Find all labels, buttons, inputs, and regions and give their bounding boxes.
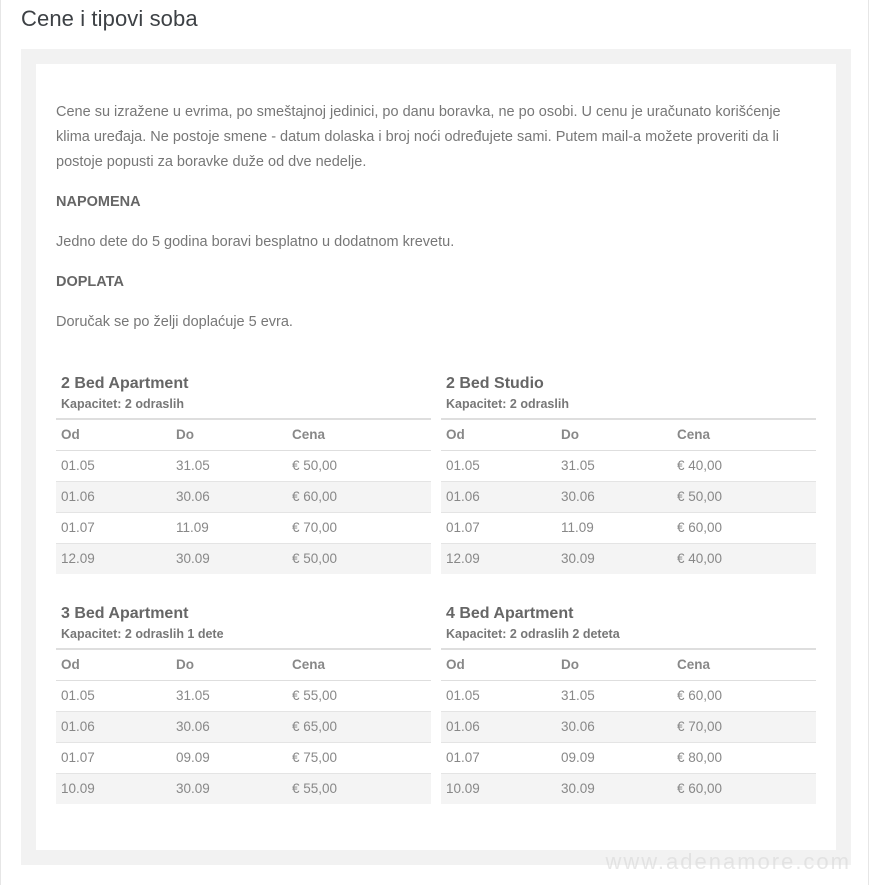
table-row: [441, 773, 816, 804]
cell-from: 01.07: [446, 750, 480, 765]
cell-price: € 55,00: [292, 688, 338, 703]
column-header-from: Od: [446, 657, 465, 673]
table-header-row: [56, 649, 431, 680]
cell-price: € 60,00: [292, 489, 338, 504]
cell-from: 12.09: [61, 551, 95, 567]
cell-price: € 60,00: [677, 781, 723, 797]
note-heading: NAPOMENA: [56, 194, 141, 210]
cell-to: 11.09: [561, 520, 594, 535]
table-header-row: [441, 419, 816, 450]
cell-to: 09.09: [176, 750, 210, 765]
room-card: [441, 604, 816, 804]
table-row: [441, 450, 816, 481]
cell-from: 10.09: [446, 781, 480, 797]
cell-price: € 40,00: [677, 551, 723, 567]
column-header-from: Od: [446, 427, 465, 443]
cell-to: 30.06: [176, 719, 210, 734]
column-header-to: Do: [561, 657, 579, 673]
room-capacity: Kapacitet: 2 odraslih 2 deteta: [446, 627, 620, 641]
column-header-price: Cena: [292, 427, 326, 443]
cell-from: 01.06: [61, 719, 95, 734]
cell-from: 12.09: [446, 551, 480, 567]
room-card: [56, 374, 431, 574]
table-row: [56, 450, 431, 481]
page-left-border: [0, 0, 1, 885]
room-title: 3 Bed Apartment: [61, 605, 189, 622]
extra-heading: DOPLATA: [56, 274, 124, 290]
room-card: [56, 604, 431, 804]
cell-from: 01.05: [61, 458, 95, 473]
table-header-row: [441, 649, 816, 680]
column-header-from: Od: [61, 657, 80, 673]
room-title: 2 Bed Studio: [446, 375, 544, 392]
cell-from: 01.07: [446, 520, 480, 535]
intro-section: [56, 100, 818, 335]
cell-to: 30.09: [176, 781, 210, 797]
room-title: 4 Bed Apartment: [446, 605, 574, 622]
table-header-row: [56, 419, 431, 450]
table-row: [56, 742, 431, 773]
room-title: 2 Bed Apartment: [61, 375, 189, 392]
column-header-from: Od: [61, 427, 80, 443]
cell-from: 01.05: [446, 458, 480, 473]
cell-from: 01.05: [61, 688, 95, 703]
cell-price: € 50,00: [292, 458, 338, 473]
cell-from: 01.05: [446, 688, 480, 703]
room-card: [441, 374, 816, 574]
table-row: [56, 543, 431, 574]
cell-from: 01.06: [446, 489, 480, 504]
content-frame: [21, 49, 851, 865]
room-capacity: Kapacitet: 2 odraslih: [61, 397, 184, 411]
cell-to: 30.06: [561, 489, 595, 504]
table-row: [56, 512, 431, 543]
column-header-price: Cena: [292, 657, 326, 673]
cell-to: 30.06: [176, 489, 210, 504]
cell-to: 11.09: [176, 520, 209, 535]
table-row: [441, 543, 816, 574]
cell-to: 30.06: [561, 719, 595, 734]
page-title: Cene i tipovi soba: [21, 6, 198, 31]
cell-to: 31.05: [176, 458, 210, 473]
cell-price: € 60,00: [677, 688, 723, 703]
column-header-to: Do: [176, 657, 194, 673]
table-row: [56, 481, 431, 512]
cell-to: 30.09: [561, 781, 595, 797]
watermark: www.adenamore.com: [605, 849, 851, 874]
price-table: [56, 648, 431, 804]
cell-to: 31.05: [561, 458, 595, 473]
cell-from: 10.09: [61, 781, 95, 797]
cell-to: 09.09: [561, 750, 595, 765]
table-row: [441, 711, 816, 742]
cell-price: € 65,00: [292, 719, 338, 734]
cell-price: € 55,00: [292, 781, 338, 797]
price-table: [56, 418, 431, 574]
note-text: Jedno dete do 5 godina boravi besplatno u dodatnom krevetu.: [56, 234, 455, 250]
cell-to: 31.05: [176, 688, 210, 703]
column-header-to: Do: [561, 427, 579, 443]
table-row: [441, 512, 816, 543]
cell-price: € 40,00: [677, 458, 723, 473]
cell-to: 30.09: [561, 551, 595, 567]
cell-from: 01.06: [446, 719, 480, 734]
cell-to: 31.05: [561, 688, 595, 703]
cell-price: € 80,00: [677, 750, 723, 765]
column-header-price: Cena: [677, 427, 711, 443]
column-header-price: Cena: [677, 657, 711, 673]
cell-price: € 70,00: [677, 719, 723, 734]
table-row: [441, 481, 816, 512]
cell-from: 01.07: [61, 520, 95, 535]
content-panel: [36, 64, 836, 850]
intro-paragraph: Cene su izražene u evrima, po smeštajnoj jedinici, po danu boravka, ne po osobi. U cenu je uračunato korišćenje klima uređaja. Ne postoje smene - datum dolaska i broj noći određujete sami. Putem mail-a možete proveriti da li postoje popusti za boravke duže od dve nedelje.: [56, 104, 781, 170]
room-capacity: Kapacitet: 2 odraslih 1 dete: [61, 627, 224, 641]
cell-price: € 75,00: [292, 750, 338, 765]
cell-to: 30.09: [176, 551, 210, 567]
cell-price: € 70,00: [292, 520, 338, 535]
cell-price: € 50,00: [677, 489, 723, 504]
table-row: [56, 680, 431, 711]
price-table: [441, 648, 816, 804]
cell-price: € 60,00: [677, 520, 723, 535]
table-row: [56, 711, 431, 742]
cell-from: 01.06: [61, 489, 95, 504]
extra-text: Doručak se po želji doplaćuje 5 evra.: [56, 314, 293, 330]
table-row: [56, 773, 431, 804]
cell-price: € 50,00: [292, 551, 338, 567]
room-capacity: Kapacitet: 2 odraslih: [446, 397, 569, 411]
price-table: [441, 418, 816, 574]
table-row: [441, 680, 816, 711]
cell-from: 01.07: [61, 750, 95, 765]
table-row: [441, 742, 816, 773]
column-header-to: Do: [176, 427, 194, 443]
